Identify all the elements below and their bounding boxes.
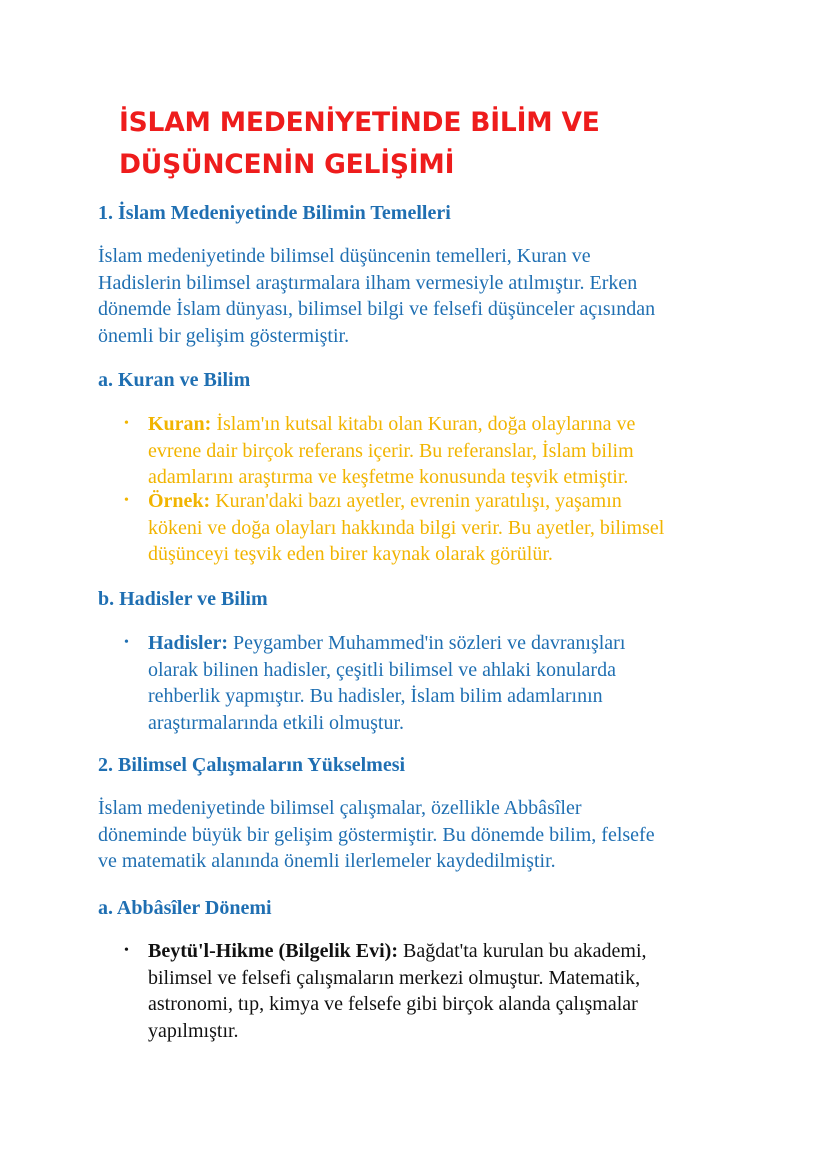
title-line-1: İSLAM MEDENİYETİNDE BİLİM VE: [119, 107, 600, 138]
list-item-term: Örnek:: [148, 490, 211, 512]
list-item-ornek: [124, 488, 738, 568]
list-item-text: astronomi, tıp, kimya ve felsefe gibi birçok alanda çalışmalar: [148, 993, 638, 1015]
list-item-text: rehberlik yapmıştır. Bu hadisler, İslam bilim adamlarının: [148, 685, 603, 707]
bullet-icon: •: [124, 635, 129, 650]
section-1-heading: 1. İslam Medeniyetinde Bilimin Temelleri: [98, 202, 451, 224]
list-item-beytul-hikme: [124, 938, 738, 1044]
list-item-text: kökeni ve doğa olayları hakkında bilgi verir. Bu ayetler, bilimsel: [148, 516, 665, 539]
list-item-text: düşünceyi teşvik eden birer kaynak olarak görülür.: [148, 543, 553, 565]
section-2-heading: 2. Bilimsel Çalışmaların Yükselmesi: [98, 754, 406, 776]
list-item-text: araştırmalarında etkili olmuştur.: [148, 711, 405, 734]
document-title: [119, 102, 719, 186]
list-item-text: Kuran'daki bazı ayetler, evrenin yaratılışı, yaşamın: [210, 490, 622, 512]
paragraph-line: önemli bir gelişim göstermiştir.: [98, 324, 350, 347]
list-item-text: evrene dair birçok referans içerir. Bu referanslar, İslam bilim: [148, 439, 634, 462]
list-item-text: olarak bilinen hadisler, çeşitli bilimsel ve ahlaki konularda: [148, 658, 616, 681]
list-item-term: Beytü'l-Hikme (Bilgelik Evi):: [148, 940, 398, 962]
section-1-paragraph: [98, 243, 738, 349]
bullet-icon: •: [124, 943, 129, 958]
list-item-text: yapılmıştır.: [148, 1019, 239, 1042]
subsection-abbasiler-heading: a. Abbâsîler Dönemi: [98, 897, 272, 919]
list-item-text: Bağdat'ta kurulan bu akademi,: [398, 940, 647, 962]
list-item-text: bilimsel ve felsefi çalışmaların merkezi olmuştur. Matematik,: [148, 966, 641, 989]
bullet-icon: •: [124, 493, 129, 508]
paragraph-line: Hadislerin bilimsel araştırmalara ilham vermesiyle atılmıştır. Erken: [98, 271, 638, 294]
paragraph-line: ve matematik alanında önemli ilerlemeler kaydedilmiştir.: [98, 850, 556, 872]
list-item-text: adamlarını araştırma ve keşfetme konusunda teşvik etmiştir.: [148, 466, 629, 488]
paragraph-line: İslam medeniyetinde bilimsel çalışmalar, özellikle Abbâsîler: [98, 797, 582, 819]
list-item-term: Kuran:: [148, 413, 212, 435]
bullet-icon: •: [124, 416, 129, 431]
list-item-kuran: [124, 411, 738, 491]
list-item-hadisler: [124, 630, 738, 736]
list-item-term: Hadisler:: [148, 632, 228, 654]
title-line-2: DÜŞÜNCENİN GELİŞİMİ: [119, 149, 455, 180]
subsection-hadisler-heading: b. Hadisler ve Bilim: [98, 588, 268, 610]
list-item-text: İslam'ın kutsal kitabı olan Kuran, doğa olaylarına ve: [211, 413, 636, 435]
section-2-paragraph: [98, 795, 738, 875]
subsection-kuran-heading: a. Kuran ve Bilim: [98, 369, 251, 391]
paragraph-line: döneminde büyük bir gelişim göstermiştir. Bu dönemde bilim, felsefe: [98, 823, 655, 846]
paragraph-line: İslam medeniyetinde bilimsel düşüncenin temelleri, Kuran ve: [98, 245, 591, 267]
paragraph-line: dönemde İslam dünyası, bilimsel bilgi ve felsefi düşünceler açısından: [98, 298, 656, 320]
list-item-text: Peygamber Muhammed'in sözleri ve davranışları: [228, 632, 626, 654]
